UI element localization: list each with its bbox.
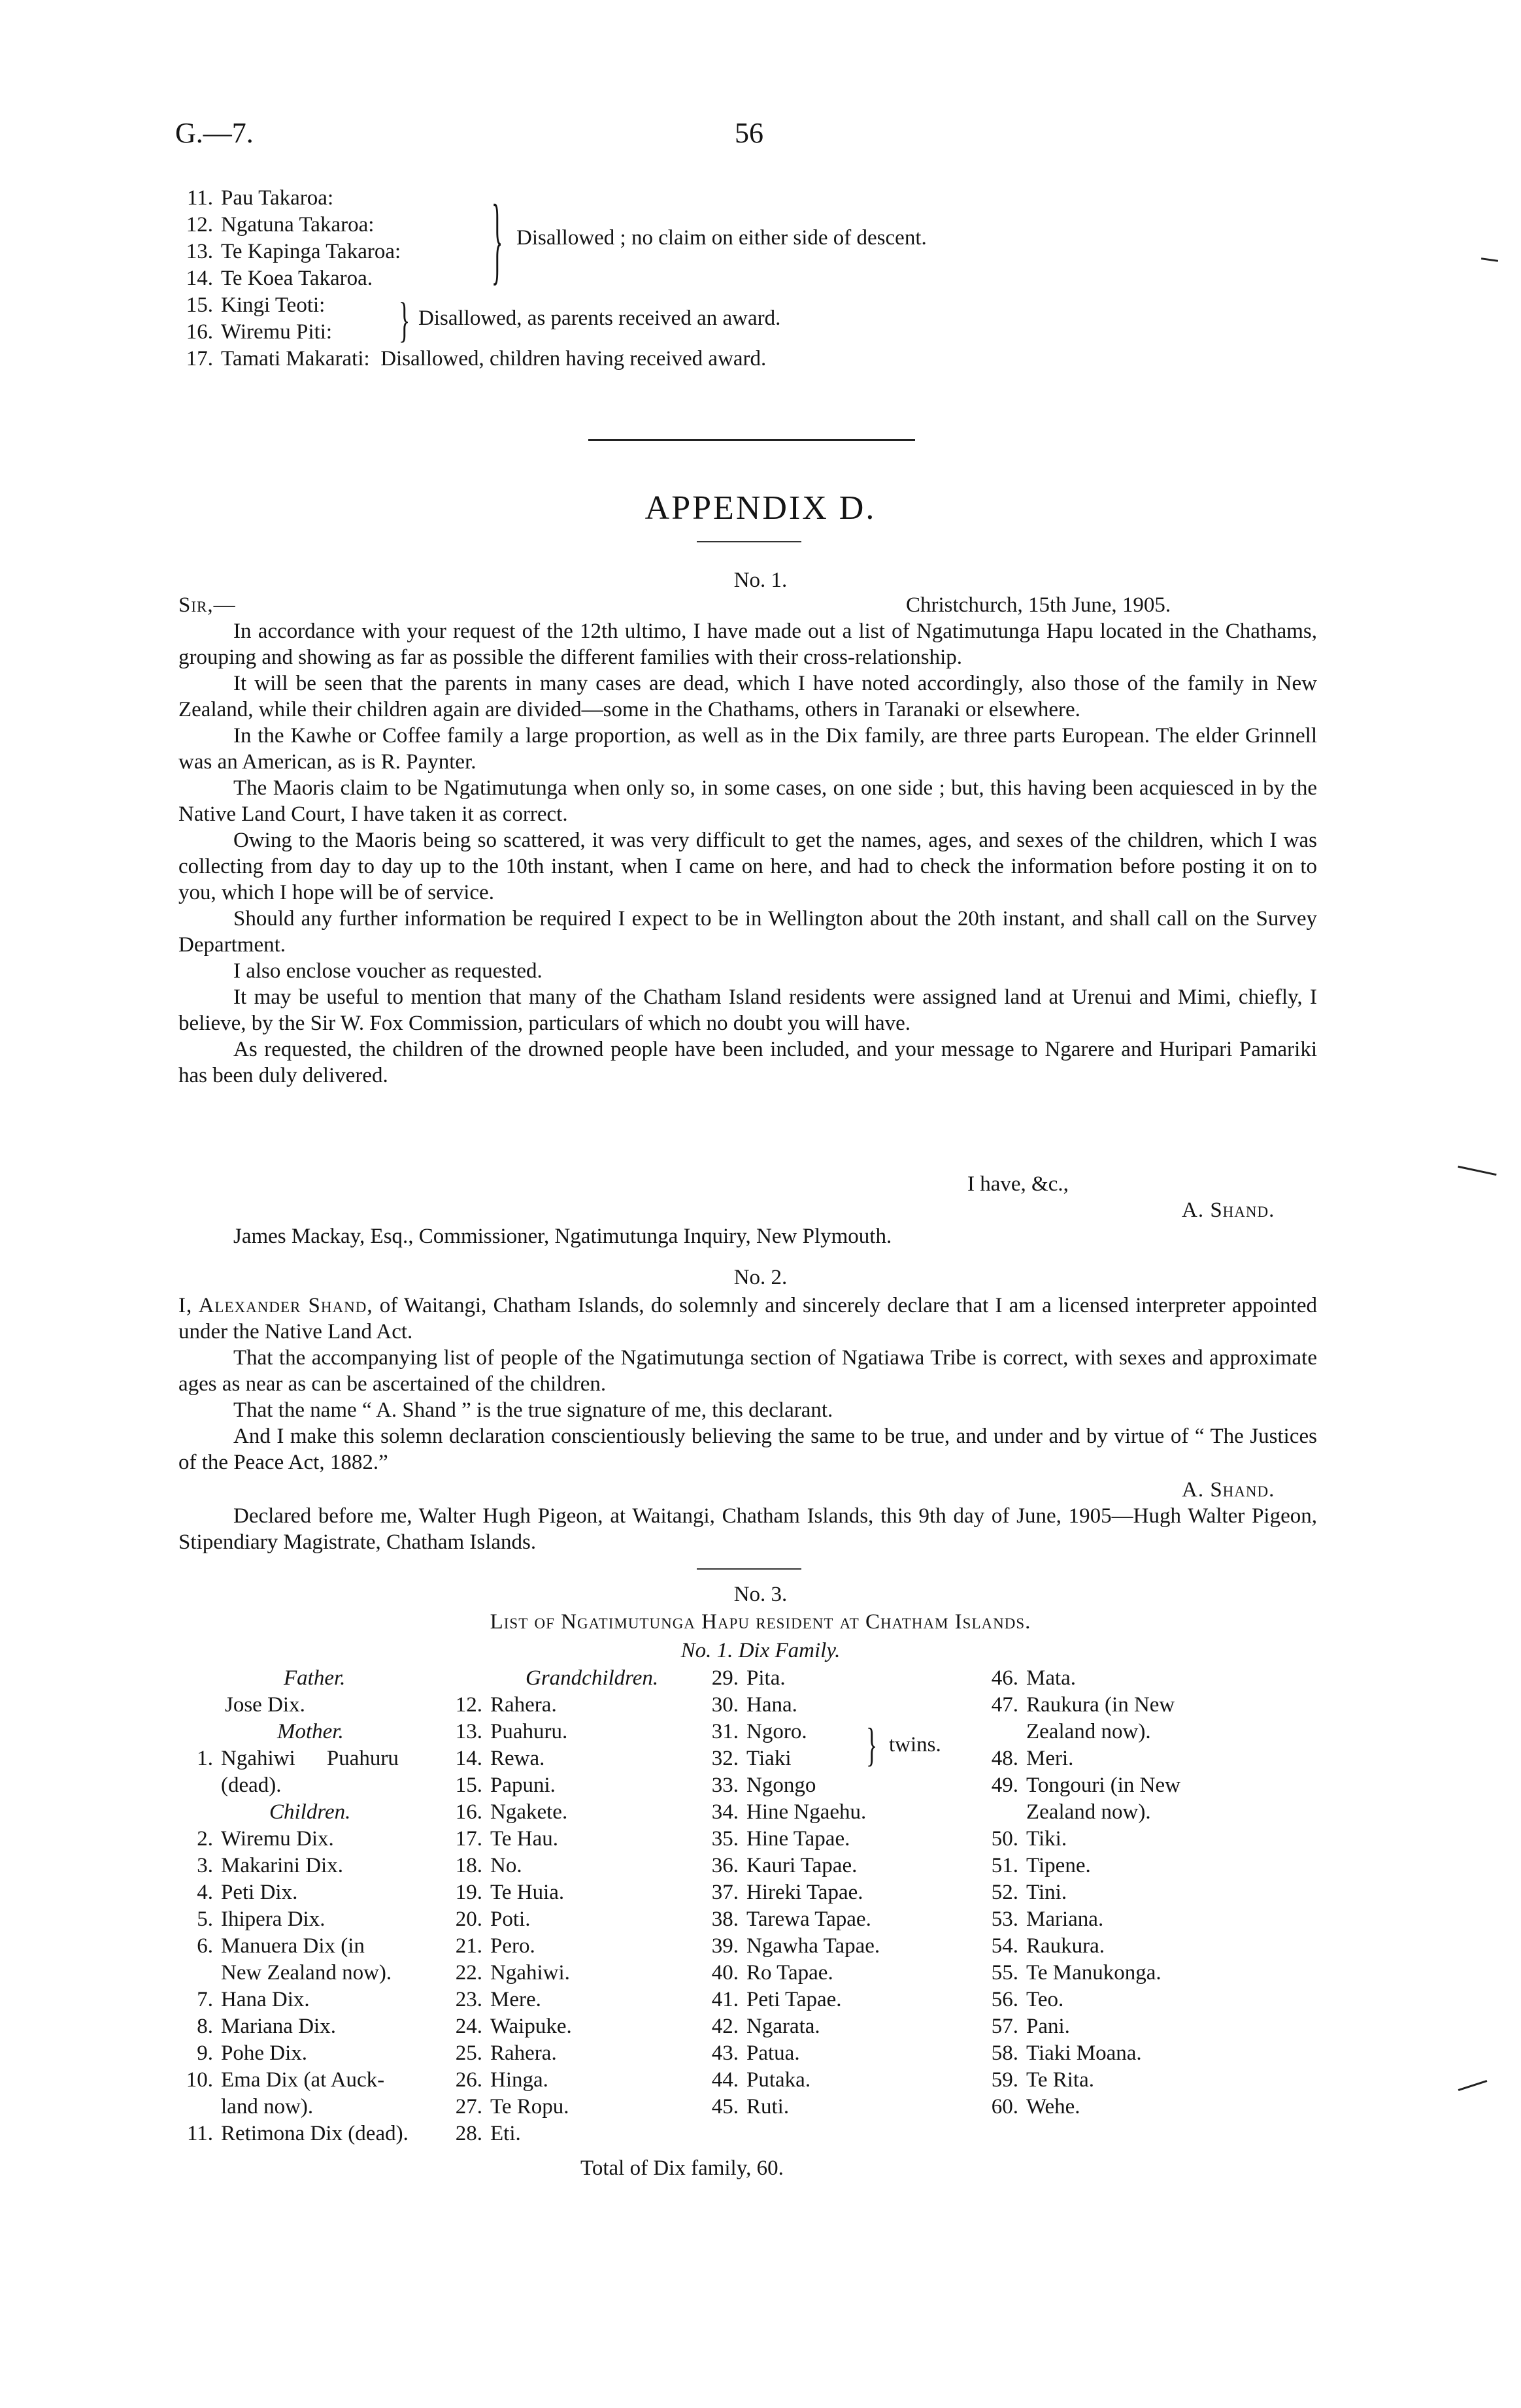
list-item: 12. Ngatuna Takaroa:	[186, 213, 375, 237]
list-item-cont: land now).	[221, 2095, 314, 2119]
list-item-cont: Zealand now).	[1026, 1800, 1151, 1824]
list-item: 39. Ngawha Tapae.	[711, 1934, 880, 1958]
paragraph: And I make this solemn declaration conscientiously believing the same to be true, and under and by virtue of “ The Justices of the Peace Act, 1882.”	[178, 1425, 1317, 1474]
list-item-cont: New Zealand now).	[221, 1961, 392, 1985]
list-item: 33. Ngongo	[711, 1773, 816, 1797]
addressee: James Mackay, Esq., Commissioner, Ngatimutunga Inquiry, New Plymouth.	[233, 1225, 892, 1248]
grandchildren-list	[444, 1692, 667, 2147]
list-item: 30. Hana.	[711, 1693, 797, 1717]
list-item: 57. Pani.	[991, 2015, 1070, 2038]
disallowed-item-17: 17. Tamati Makarati: Disallowed, children having received award.	[186, 347, 767, 371]
list-item: 34. Hine Ngaehu.	[711, 1800, 867, 1824]
list-column-4-items	[980, 1665, 1320, 2120]
list-item: 37. Hireki Tapae.	[711, 1881, 863, 1904]
list-column-1	[175, 1665, 450, 2147]
paragraph: That the accompanying list of people of the Ngatimutunga section of Ngatiawa Tribe is correct, with sexes and approximate ages as near as can be ascertained of the children.	[178, 1346, 1317, 1396]
list-item: 29. Pita.	[711, 1666, 786, 1690]
list-item: 51. Tipene.	[991, 1854, 1091, 1877]
section-divider	[697, 1568, 801, 1570]
twins-label: twins.	[889, 1733, 941, 1757]
list-item: 7. Hana Dix.	[197, 1988, 310, 2011]
family-total: Total of Dix family, 60.	[580, 2156, 784, 2180]
paragraph: In the Kawhe or Coffee family a large proportion, as well as in the Dix family, are three parts European. The elder Grinnell was an American, as is R. Paynter.	[178, 724, 1317, 774]
list-item: 36. Kauri Tapae.	[711, 1854, 858, 1877]
list-item: 16. Ngakete.	[455, 1800, 568, 1824]
paragraph: The Maoris claim to be Ngatimutunga when only so, in some cases, on one side ; but, this having been acquiesced in by the Native Land Court, I have taken it as correct.	[178, 776, 1317, 826]
list-item: 22. Ngahiwi.	[455, 1961, 570, 1985]
list-item: 59. Te Rita.	[991, 2068, 1094, 2092]
list-item: 42. Ngarata.	[711, 2015, 820, 2038]
children-label: Children.	[269, 1800, 351, 1824]
scan-mark	[1458, 2080, 1488, 2091]
scan-mark	[1458, 1166, 1496, 1176]
list-item: 35. Hine Tapae.	[711, 1827, 850, 1851]
list-item: 43. Patua.	[711, 2041, 800, 2065]
disallowed-group-2	[175, 292, 332, 346]
letter-1-body	[178, 618, 1317, 1089]
list-item: 50. Tiki.	[991, 1827, 1067, 1851]
paragraph: Should any further information be required I expect to be in Wellington about the 20th instant, and shall call on the Survey Department.	[178, 907, 1317, 957]
list-item: 11. Pau Takaroa:	[186, 186, 334, 210]
disallowed-note-1: Disallowed ; no claim on either side of descent.	[516, 226, 927, 250]
list-item: 15. Papuni.	[455, 1773, 556, 1797]
list-item: 52. Tini.	[991, 1881, 1067, 1904]
list-item: 45. Ruti.	[711, 2095, 790, 2119]
list-item: 47. Raukura (in New	[991, 1693, 1175, 1717]
list-item: 55. Te Manukonga.	[991, 1961, 1162, 1985]
list-item: 13. Te Kapinga Takaroa:	[186, 240, 401, 263]
document-code: G.—7.	[175, 117, 254, 149]
list-item: 46. Mata.	[991, 1666, 1077, 1690]
list-item: 5. Ihipera Dix.	[197, 1907, 326, 1931]
brace-glyph: }	[866, 1719, 878, 1771]
list-item: 16. Wiremu Piti:	[186, 320, 333, 344]
grandchildren-label: Grandchildren.	[526, 1666, 659, 1690]
list-item: 27. Te Ropu.	[455, 2095, 569, 2119]
paragraph: I, Alexander Shand, of Waitangi, Chatham Islands, do solemnly and sincerely declare that I am a licensed interpreter appointed under the Native Land Act.	[178, 1294, 1317, 1344]
list-item: 56. Teo.	[991, 1988, 1064, 2011]
list-item: 6. Manuera Dix (in	[197, 1934, 365, 1958]
section-divider	[588, 439, 915, 441]
list-3-number: No. 3.	[733, 1583, 788, 1606]
list-item: 49. Tongouri (in New	[991, 1773, 1180, 1797]
list-item: 11. Retimona Dix (dead).	[186, 2122, 409, 2145]
list-item: 24. Waipuke.	[455, 2015, 572, 2038]
family-title: No. 1. Dix Family.	[680, 1639, 841, 1662]
list-item: 2. Wiremu Dix.	[197, 1827, 334, 1851]
page-number: 56	[735, 117, 763, 149]
list-item: 48. Meri.	[991, 1747, 1074, 1770]
brace-glyph: }	[492, 184, 503, 295]
list-item: 10. Ema Dix (at Auck-	[186, 2068, 385, 2092]
paragraph: Owing to the Maoris being so scattered, it was very difficult to get the names, ages, and sexes of the children, which I was collecting from day to day up to the 10th instant, when I came on here, and had to check the information before posting it on to you, which I hope will be of service.	[178, 829, 1317, 904]
paragraph: That the name “ A. Shand ” is the true signature of me, this declarant.	[233, 1398, 833, 1422]
list-item: 31. Ngoro.	[711, 1720, 807, 1743]
list-item: 28. Eti.	[455, 2122, 521, 2145]
paragraph: I also enclose voucher as requested.	[233, 959, 543, 983]
paragraph: It may be useful to mention that many of the Chatham Island residents were assigned land at Urenui and Mimi, chiefly, I believe, by the Sir W. Fox Commission, particulars of which no doubt you will have.	[178, 985, 1317, 1035]
paragraph: It will be seen that the parents in many cases are dead, which I have noted accordingly, also those of the family in New Zealand, while their children again are divided—some in the Chathams, others in Taranaki or elsewhere.	[178, 672, 1317, 721]
list-item: 40. Ro Tapae.	[711, 1961, 833, 1985]
list-item: 19. Te Huia.	[455, 1881, 565, 1904]
list-item: 23. Mere.	[455, 1988, 541, 2011]
list-item: 44. Putaka.	[711, 2068, 811, 2092]
place-date: Christchurch, 15th June, 1905.	[906, 593, 1171, 617]
list-item: 12. Rahera.	[455, 1693, 557, 1717]
paragraph: As requested, the children of the drowned people have been included, and your message to Ngarere and Huripari Pamariki has been duly delivered.	[178, 1038, 1317, 1087]
list-column-2	[444, 1665, 667, 2147]
list-item: 58. Tiaki Moana.	[991, 2041, 1142, 2065]
list-item-cont: Zealand now).	[1026, 1720, 1151, 1743]
list-item: 25. Rahera.	[455, 2041, 557, 2065]
list-item-cont: (dead).	[221, 1773, 282, 1797]
list-item: Jose Dix.	[225, 1693, 305, 1717]
letter-1-number: No. 1.	[733, 569, 788, 592]
list-item: 8. Mariana Dix.	[197, 2015, 336, 2038]
list-item: 14. Te Koea Takaroa.	[186, 267, 373, 290]
list-item: 54. Raukura.	[991, 1934, 1105, 1958]
list-item: 9. Pohe Dix.	[197, 2041, 307, 2065]
disallowed-note-2: Disallowed, as parents received an award.	[418, 306, 781, 330]
appendix-title: APPENDIX D.	[644, 489, 877, 527]
list-item: 38. Tarewa Tapae.	[711, 1907, 871, 1931]
letter-2-number: No. 2.	[733, 1266, 788, 1289]
list-item: 53. Mariana.	[991, 1907, 1104, 1931]
list-column-4	[980, 1665, 1320, 2120]
list-item: 4. Peti Dix.	[197, 1881, 298, 1904]
list-item: 3. Makarini Dix.	[197, 1854, 343, 1877]
children-list	[175, 1826, 450, 2147]
list-item: 1. Ngahiwi Puahuru	[197, 1747, 399, 1770]
list-item: 26. Hinga.	[455, 2068, 548, 2092]
title-underline	[697, 541, 801, 542]
list-item: 15. Kingi Teoti:	[186, 293, 326, 317]
list-item: 14. Rewa.	[455, 1747, 545, 1770]
list-title: List of Ngatimutunga Hapu resident at Chatham Islands.	[490, 1610, 1031, 1634]
list-item: 60. Wehe.	[991, 2095, 1080, 2119]
closing: I have, &c.,	[967, 1172, 1069, 1196]
disallowed-group-1	[175, 185, 401, 292]
list-item: 13. Puahuru.	[455, 1720, 568, 1743]
list-item: 18. No.	[455, 1854, 522, 1877]
scan-mark	[1481, 257, 1498, 262]
paragraph: In accordance with your request of the 12th ultimo, I have made out a list of Ngatimutunga Hapu located in the Chathams, grouping and showing as far as possible the different families with their cross-relationship.	[178, 619, 1317, 669]
brace-glyph: }	[399, 292, 410, 348]
mother-label: Mother.	[277, 1720, 344, 1743]
signature: A. Shand.	[1182, 1198, 1275, 1222]
paragraph: Declared before me, Walter Hugh Pigeon, at Waitangi, Chatham Islands, this 9th day of June, 1905—Hugh Walter Pigeon, Stipendiary Magistrate, Chatham Islands.	[178, 1504, 1317, 1554]
signature: A. Shand.	[1182, 1478, 1275, 1502]
salutation: Sir,—	[178, 593, 236, 617]
letter-2-body	[178, 1293, 1317, 1476]
declaration	[178, 1503, 1317, 1555]
father-label: Father.	[284, 1666, 346, 1690]
list-item: 41. Peti Tapae.	[711, 1988, 842, 2011]
list-item: 21. Pero.	[455, 1934, 535, 1958]
list-item: 32. Tiaki	[711, 1747, 792, 1770]
list-item: 17. Te Hau.	[455, 1827, 558, 1851]
list-item: 20. Poti.	[455, 1907, 531, 1931]
